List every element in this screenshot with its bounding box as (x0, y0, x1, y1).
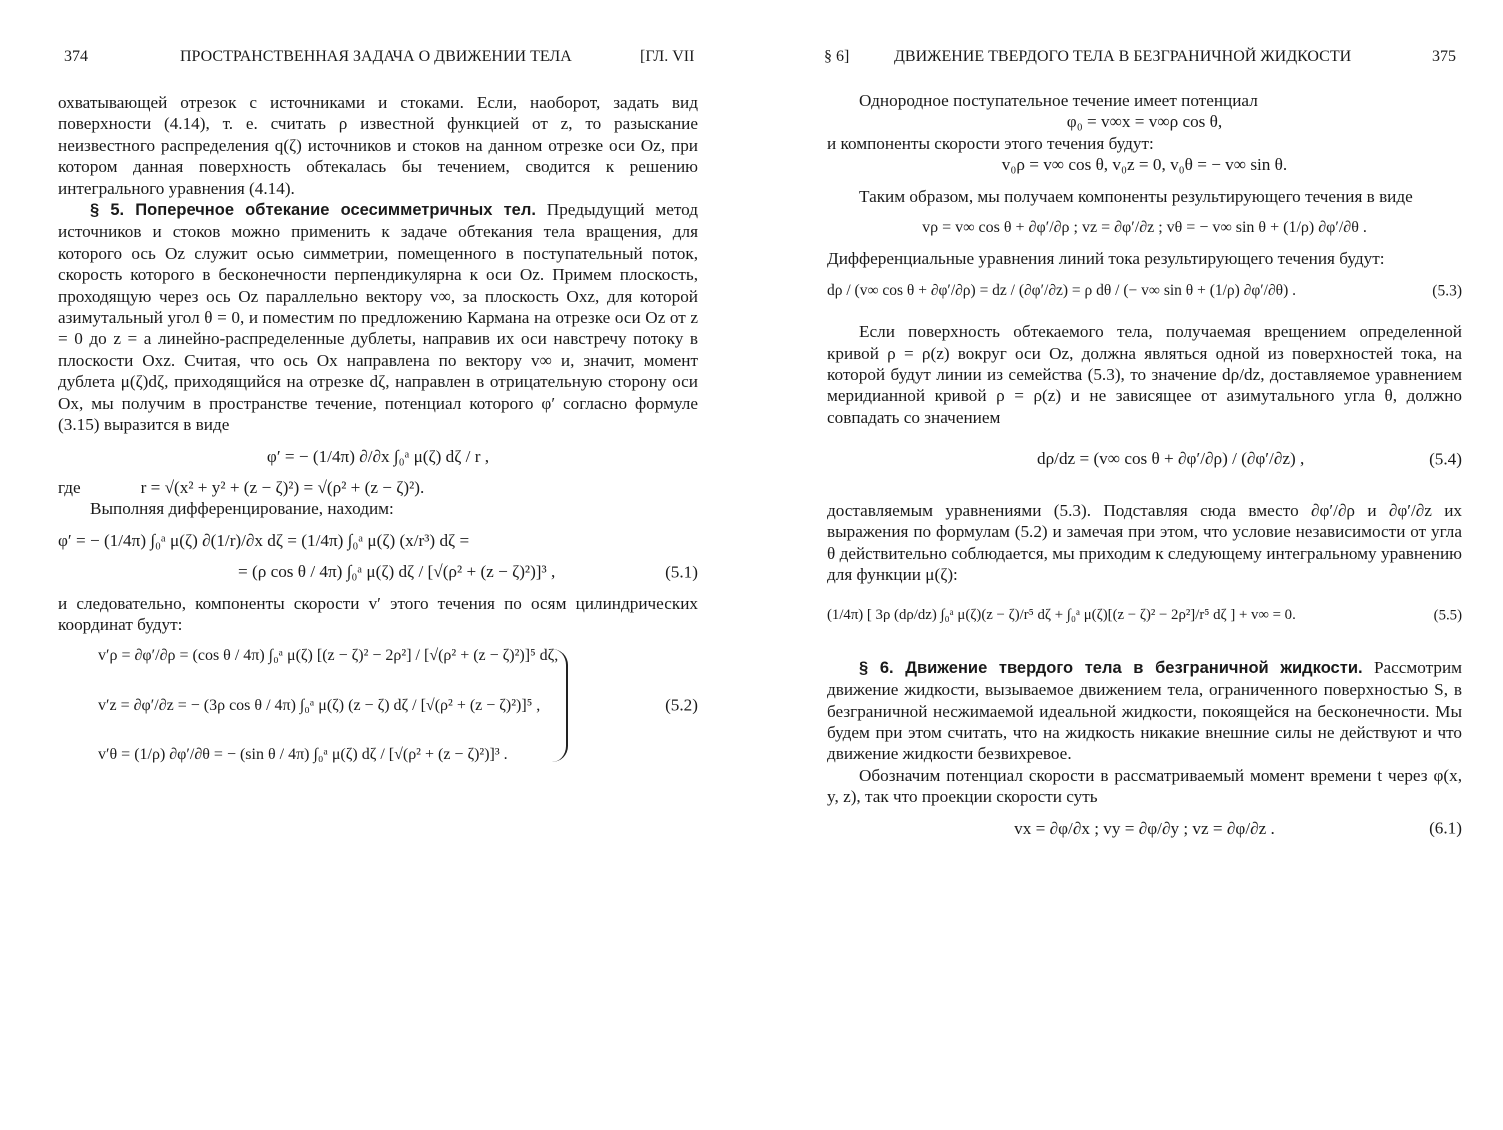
right-page-number: 375 (1432, 48, 1456, 65)
equation-5-4-formula: dρ/dz = (v∞ cos θ + ∂φ′/∂ρ) / (∂φ′/∂z) , (1037, 449, 1305, 469)
right-page (752, 0, 1503, 1130)
equation-number: (5.4) (1429, 449, 1462, 469)
right-section-mark: § 6] (824, 48, 850, 65)
equation-number: (5.3) (1432, 281, 1462, 299)
equation-phi0: φ₀ = v∞x = v∞ρ cos θ, (1066, 112, 1223, 132)
equation-v-rho: v′ρ = ∂φ′/∂ρ = (cos θ / 4π) ∫₀ᵃ μ(ζ) [(z − ζ)² − 2ρ²] / [√(ρ² + (z − ζ)²)]⁵ dζ, (98, 647, 559, 665)
right-running-title: ДВИЖЕНИЕ ТВЕРДОГО ТЕЛА В БЕЗГРАНИЧНОЙ ЖИДКОСТИ (894, 48, 1352, 65)
equation-r (58, 477, 698, 498)
equation-5-2-system (58, 645, 698, 765)
equation-r-formula: r = √(x² + y² + (z − ζ)²) = √(ρ² + (z − ζ)²). (140, 477, 425, 497)
equation-v0: v₀ρ = v∞ cos θ, v₀z = 0, v₀θ = − v∞ sin θ. (1001, 155, 1288, 175)
equation-number: (5.5) (1433, 607, 1462, 624)
paragraph: охватывающей отрезок с источниками и стоками. Если, наоборот, задать вид поверхности (4.14), т. е. считать ρ известной функцией от z, то разыскание неизвестного распределения q(ζ) источников и стоков на данном отрезке оси Oz, при котором данная поверхность обтекалась бы течением, сводится к решению интегрального уравнения (4.14). (58, 93, 698, 198)
section-6-text: Рассмотрим движение жидкости, вызываемое движением тела, ограниченного поверхностью S, в безграничной несжимаемой идеальной жидкости, покоящейся на бесконечности. Мы будем при этом считать, что на жидкость никакие внешние силы не действуют и что движение жидкости безвихревое. (827, 657, 1463, 764)
left-page-number: 374 (64, 48, 88, 65)
left-text-column (58, 92, 698, 766)
paragraph: Если поверхность обтекаемого тела, получаемая врещением определенной кривой ρ = ρ(z) вокруг оси Oz, должна являться одной из поверхностей тока, на которой будут линии из семейства (5.3), то значение dρ/dz, доставляемое уравнением меридианной кривой ρ = ρ(z) и не зависящее от азимутального угла θ, должно совпадать со значением (827, 322, 1462, 427)
paragraph: доставляемым уравнениями (5.3). Подставляя сюда вместо ∂φ′/∂ρ и ∂φ′/∂z их выражения по формулам (5.2) и замечая при этом, что условие независимости от угла θ действительно соблюдается, мы приходим к следующему интегральному уравнению для функции μ(ζ): (827, 500, 1462, 584)
equation-5-1 (58, 561, 698, 582)
equation-5-1-first-line: φ′ = − (1/4π) ∫₀ᵃ μ(ζ) ∂(1/r)/∂x dζ = (1/4π) ∫₀ᵃ μ(ζ) (x/r³) dζ = (58, 530, 470, 550)
paragraph: и компоненты скорости этого течения будут: (827, 133, 1154, 153)
section-5-text: Предыдущий метод источников и стоков можно применить к задаче обтекания тела вращения, для которого ось Oz служит осью симметрии, помещенного в поступательный поток, скорость которого в бесконечности перпендикулярна к оси Oz. Примем плоскость, проходящую через ось Oz параллельно вектору v∞, за плоскость Oxz, для которой азимутальный угол θ = 0, и поместим по предложению Кармана на отрезке оси Oz от z = 0 до z = a линейно-распределенные дублеты, направив их оси навстречу потоку в плоскости Oxz. Считая, что ось Ox направлена по вектору v∞ и, значит, момент дублета μ(ζ)dζ, приходящийся на отрезке dζ, направлен в отрицательную сторону оси Ox, мы получим в пространстве течение, потенциал которого φ′ согласно формуле (3.15) выразится в виде (58, 200, 698, 435)
section-6-title: § 6. Движение твердого тела в безграничной жидкости. (859, 658, 1363, 677)
section-5-paragraph (58, 199, 698, 435)
equation-5-4 (827, 448, 1462, 469)
left-chapter-mark: [ГЛ. VII (640, 48, 695, 65)
section-5-title: § 5. Поперечное обтекание осесимметричных тел. (90, 201, 536, 220)
gde-label: где (58, 477, 81, 497)
equation-number: (5.2) (665, 695, 698, 715)
equation-5-5-formula: (1/4π) [ 3ρ (dρ/dz) ∫₀ᵃ μ(ζ)(z − ζ)/r⁵ dζ + ∫₀ᵃ μ(ζ)[(z − ζ)² − 2ρ²]/r⁵ dζ ] + v∞ = 0. (827, 607, 1296, 624)
equation-phi: φ′ = − (1/4π) ∂/∂x ∫₀ᵃ μ(ζ) dζ / r , (266, 446, 490, 466)
paragraph: Выполняя дифференцирование, находим: (90, 499, 394, 519)
paragraph: Однородное поступательное течение имеет потенциал (859, 91, 1258, 110)
right-text-column (827, 90, 1462, 839)
paragraph: Обозначим потенциал скорости в рассматриваемый момент времени t через φ(x, y, z), так что проекции скорости суть (827, 765, 1462, 807)
equation-5-5 (827, 605, 1462, 626)
section-6-paragraph (827, 657, 1462, 765)
equation-number: (6.1) (1429, 818, 1462, 838)
paragraph: Дифференциальные уравнения линий тока результирующего течения будут: (827, 249, 1385, 269)
system-brace (552, 649, 568, 761)
equation-5-3-formula: dρ / (v∞ cos θ + ∂φ′/∂ρ) = dz / (∂φ′/∂z) = ρ dθ / (− v∞ sin θ + (1/ρ) ∂φ′/∂θ) . (827, 281, 1296, 299)
equation-6-1-formula: vx = ∂φ/∂x ; vy = ∂φ/∂y ; vz = ∂φ/∂z . (1014, 818, 1275, 838)
equation-v-z: v′z = ∂φ′/∂z = − (3ρ cos θ / 4π) ∫₀ᵃ μ(ζ) (z − ζ) dζ / [√(ρ² + (z − ζ)²)]⁵ , (98, 696, 541, 714)
paragraph: и следовательно, компоненты скорости v′ этого течения по осям цилиндрических координат будут: (58, 593, 698, 634)
equation-v-theta: v′θ = (1/ρ) ∂φ′/∂θ = − (sin θ / 4π) ∫₀ᵃ μ(ζ) dζ / [√(ρ² + (z − ζ)²)]³ . (98, 746, 508, 764)
equation-5-3 (827, 280, 1462, 301)
paragraph: Таким образом, мы получаем компоненты результирующего течения в виде (859, 186, 1413, 206)
equation-number: (5.1) (665, 562, 698, 582)
equation-5-1-second-line: = (ρ cos θ / 4π) ∫₀ᵃ μ(ζ) dζ / [√(ρ² + (z − ζ)²)]³ , (238, 562, 556, 582)
left-running-title: ПРОСТРАНСТВЕННАЯ ЗАДАЧА О ДВИЖЕНИИ ТЕЛА (180, 48, 572, 65)
equation-6-1 (827, 818, 1462, 839)
equation-v-components: vρ = v∞ cos θ + ∂φ′/∂ρ ; vz = ∂φ′/∂z ; vθ = − v∞ sin θ + (1/ρ) ∂φ′/∂θ . (922, 219, 1367, 237)
